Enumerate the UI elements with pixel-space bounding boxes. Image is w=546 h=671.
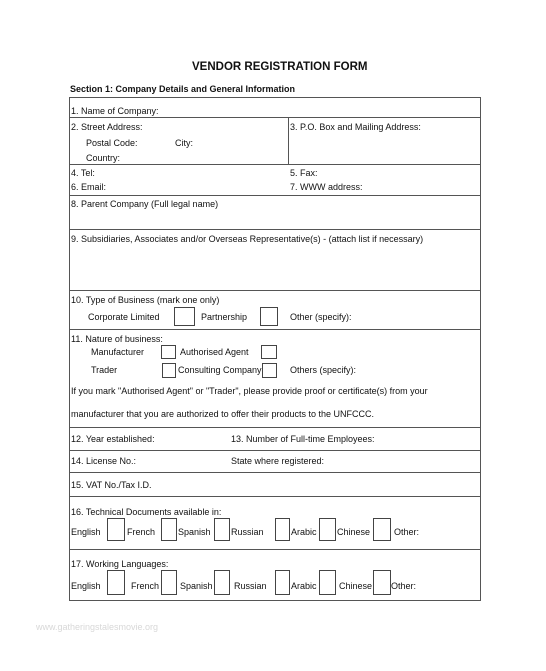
field-po-box: 3. P.O. Box and Mailing Address:: [290, 122, 421, 132]
checkbox-work-chinese[interactable]: [373, 570, 391, 595]
tech-lang-english-label: English: [71, 527, 101, 537]
field-vat-no: 15. VAT No./Tax I.D.: [71, 480, 152, 490]
checkbox-partnership[interactable]: [260, 307, 278, 326]
row-divider: [69, 164, 481, 165]
work-lang-chinese-label: Chinese: [339, 581, 373, 591]
checkbox-work-french[interactable]: [161, 570, 177, 595]
section-1-heading: Section 1: Company Details and General Information: [70, 84, 296, 94]
checkbox-tech-english[interactable]: [107, 518, 125, 541]
checkbox-work-spanish[interactable]: [214, 570, 230, 595]
checkbox-tech-french[interactable]: [161, 518, 177, 541]
checkbox-work-english[interactable]: [107, 570, 125, 595]
row-divider: [69, 496, 481, 497]
watermark: www.gatheringstalesmovie.org: [36, 622, 159, 632]
checkbox-consulting-company[interactable]: [262, 363, 277, 378]
field-state-registered: State where registered:: [231, 456, 325, 466]
row-divider: [69, 549, 481, 550]
option-other-specify-label: Other (specify):: [290, 312, 352, 322]
row-divider: [69, 427, 481, 428]
column-divider: [288, 117, 289, 164]
form-title: VENDOR REGISTRATION FORM: [192, 61, 368, 73]
checkbox-tech-chinese[interactable]: [373, 518, 391, 541]
field-parent-company: 8. Parent Company (Full legal name): [71, 199, 219, 209]
work-lang-russian-label: Russian: [234, 581, 267, 591]
work-lang-other-label: Other:: [391, 581, 417, 591]
work-lang-spanish-label: Spanish: [180, 581, 213, 591]
field-nature-of-business: 11. Nature of business:: [71, 334, 163, 344]
work-lang-english-label: English: [71, 581, 101, 591]
checkbox-authorised-agent[interactable]: [261, 345, 277, 359]
field-street-address: 2. Street Address:: [71, 122, 143, 132]
row-divider: [69, 229, 481, 230]
tech-lang-other-label: Other:: [394, 527, 420, 537]
tech-lang-arabic-label: Arabic: [291, 527, 317, 537]
option-corporate-limited-label: Corporate Limited: [88, 312, 160, 322]
checkbox-tech-russian[interactable]: [275, 518, 290, 541]
note-line-2: manufacturer that you are authorized to offer their products to the UNFCCC.: [71, 409, 374, 419]
checkbox-corporate-limited[interactable]: [174, 307, 195, 326]
field-subsidiaries: 9. Subsidiaries, Associates and/or Overseas Representative(s) - (attach list if necessary): [71, 234, 424, 244]
field-number-of-employees: 13. Number of Full-time Employees:: [231, 434, 375, 444]
table-left-border: [69, 97, 70, 600]
field-country: Country:: [86, 153, 121, 163]
checkbox-tech-arabic[interactable]: [319, 518, 336, 541]
field-fax: 5. Fax:: [290, 168, 318, 178]
field-city: City:: [175, 138, 193, 148]
field-www-address: 7. WWW address:: [290, 182, 363, 192]
table-bottom-border: [69, 600, 481, 601]
checkbox-work-arabic[interactable]: [319, 570, 336, 595]
checkbox-trader[interactable]: [162, 363, 176, 378]
field-email: 6. Email:: [71, 182, 107, 192]
checkbox-manufacturer[interactable]: [161, 345, 176, 359]
field-name-of-company: 1. Name of Company:: [71, 106, 159, 116]
row-divider: [69, 450, 481, 451]
table-top-border: [69, 97, 481, 98]
field-working-languages: 17. Working Languages:: [71, 559, 169, 569]
tech-lang-chinese-label: Chinese: [337, 527, 371, 537]
note-line-1: If you mark "Authorised Agent" or "Trader", please provide proof or certificate(s) from your: [71, 386, 428, 396]
tech-lang-spanish-label: Spanish: [178, 527, 211, 537]
work-lang-arabic-label: Arabic: [291, 581, 317, 591]
table-right-border: [480, 97, 481, 600]
field-year-established: 12. Year established:: [71, 434, 155, 444]
field-technical-documents: 16. Technical Documents available in:: [71, 507, 222, 517]
row-divider: [69, 290, 481, 291]
option-authorised-agent-label: Authorised Agent: [180, 347, 249, 357]
option-trader-label: Trader: [91, 365, 118, 375]
checkbox-work-russian[interactable]: [275, 570, 290, 595]
row-divider: [69, 195, 481, 196]
checkbox-tech-spanish[interactable]: [214, 518, 230, 541]
option-manufacturer-label: Manufacturer: [91, 347, 145, 357]
option-others-specify-label: Others (specify):: [290, 365, 357, 375]
option-consulting-company-label: Consulting Company: [178, 365, 262, 375]
option-partnership-label: Partnership: [201, 312, 248, 322]
field-postal-code: Postal Code:: [86, 138, 138, 148]
row-divider: [69, 472, 481, 473]
work-lang-french-label: French: [131, 581, 160, 591]
field-tel: 4. Tel:: [71, 168, 95, 178]
field-license-no: 14. License No.:: [71, 456, 137, 466]
row-divider: [69, 117, 481, 118]
row-divider: [69, 329, 481, 330]
tech-lang-french-label: French: [127, 527, 156, 537]
tech-lang-russian-label: Russian: [231, 527, 264, 537]
field-type-of-business: 10. Type of Business (mark one only): [71, 295, 220, 305]
